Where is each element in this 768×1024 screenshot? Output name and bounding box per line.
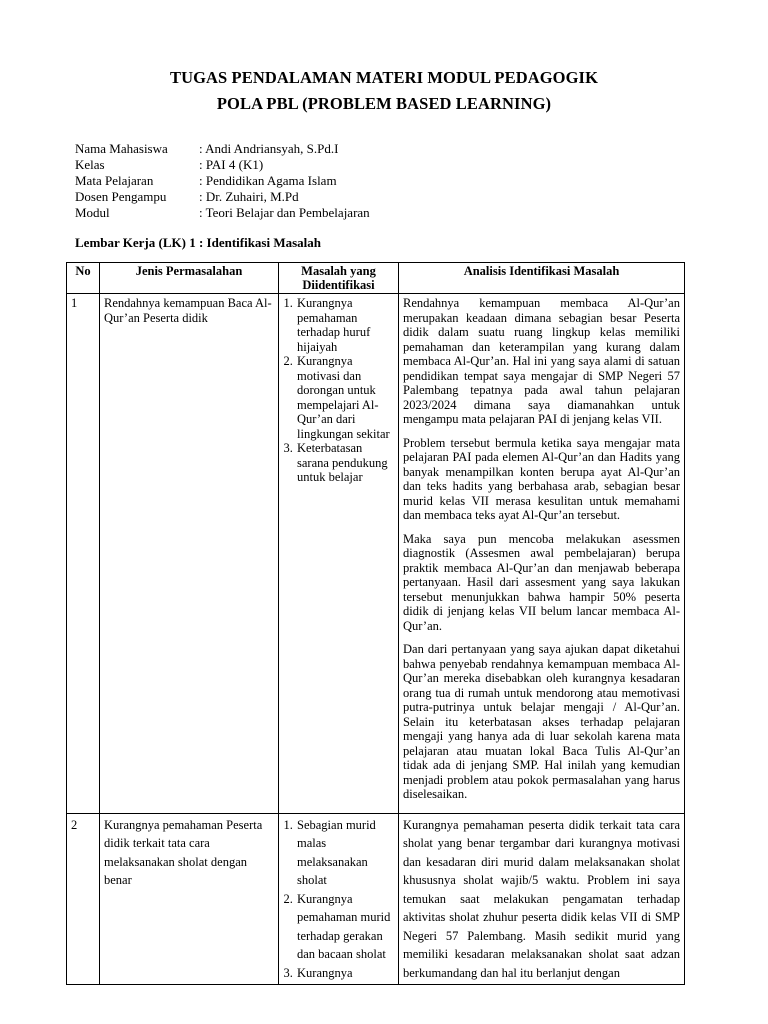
header-analisis: Analisis Identifikasi Masalah: [399, 263, 685, 294]
info-value: : PAI 4 (K1): [199, 157, 264, 172]
table-header-row: [67, 263, 685, 294]
worksheet-heading: Lembar Kerja (LK) 1 : Identifikasi Masalah: [75, 235, 322, 250]
list-item: 3. Kurangnya: [296, 964, 394, 983]
problem-identification-table: [66, 262, 685, 985]
info-label: Mata Pelajaran: [75, 173, 154, 188]
cell-masalah: [279, 813, 399, 985]
cell-jenis: Kurangnya pemahaman Peserta didik terkait tata cara melaksanakan sholat dengan benar: [100, 813, 279, 985]
analysis-paragraph: Dan dari pertanyaan yang saya ajukan dapat diketahui bahwa penyebab rendahnya kemampuan membaca Al-Qur’an mereka disebabkan oleh kurangnya kesadaran orang tua di rumah untuk mendorong atau memotivasi putra-putrinya untuk belajar mengaji / Al-Qur’an. Selain itu keterbatasan akses terhadap pelajaran mengaji yang hanya ada di luar sekolah karena mata pelajaran atau muatan lokal Baca Tulis Al-Qur’an tidak ada di jenjang SMP. Hal inilah yang kemudian menjadi problem atau pokok permasalahan yang harus diselesaikan.: [403, 642, 680, 801]
list-item: 2. Kurangnya motivasi dan dorongan untuk mempelajari Al-Qur’an dari lingkungan sekitar: [296, 354, 394, 441]
list-item: 3. Keterbatasan sarana pendukung untuk belajar: [296, 441, 394, 485]
info-value: : Andi Andriansyah, S.Pd.I: [199, 141, 339, 156]
info-label: Modul: [75, 205, 110, 220]
list-item: 2. Kurangnya pemahaman murid terhadap gerakan dan bacaan sholat: [296, 890, 394, 964]
cell-jenis: Rendahnya kemampuan Baca Al-Qur’an Peserta didik: [100, 294, 279, 814]
info-label: Kelas: [75, 157, 105, 172]
info-row-kelas: [75, 157, 370, 173]
info-row-modul: [75, 205, 370, 221]
header-no: No: [67, 263, 100, 294]
info-row-dosen: [75, 189, 370, 205]
cell-no: 2: [67, 813, 100, 985]
cell-masalah: [279, 294, 399, 814]
info-row-nama: [75, 141, 370, 157]
table-row: [67, 813, 685, 985]
table-row: [67, 294, 685, 814]
list-item: 1. Kurangnya pemahaman terhadap huruf hijaiyah: [296, 296, 394, 354]
info-value: : Pendidikan Agama Islam: [199, 173, 337, 188]
info-label: Nama Mahasiswa: [75, 141, 168, 156]
header-masalah: Masalah yang Diidentifikasi: [279, 263, 399, 294]
list-item: 1. Sebagian murid malas melaksanakan sholat: [296, 816, 394, 890]
cell-analisis: [399, 813, 685, 985]
header-jenis: Jenis Permasalahan: [100, 263, 279, 294]
analysis-paragraph: Problem tersebut bermula ketika saya mengajar mata pelajaran PAI pada elemen Al-Qur’an dan Hadits yang banyak menampilkan konten berupa ayat Al-Qur’an dan teks hadits yang berbahasa arab, sebagian besar murid kelas VII merasa kesulitan untuk memahami dan membaca teks ayat Al-Qur’an tersebut.: [403, 435, 680, 522]
analysis-paragraph: Rendahnya kemampuan membaca Al-Qur’an merupakan keadaan dimana sebagian besar Peserta didik dalam suatu ruang lingkup kelas memiliki pemahaman dan keterampilan yang kurang dalam membaca Al-Qur’an. Hal ini yang saya alami di satuan pendidikan tempat saya mengajar di SMP Negeri 57 Palembang tepatnya pada awal tahun pelajaran 2023/2024 dimana saya diamanahkan untuk mengampu mata pelajaran PAI di jenjang kelas VII.: [403, 296, 680, 426]
document-title: TUGAS PENDALAMAN MATERI MODUL PEDAGOGIK: [169, 68, 599, 87]
cell-no: 1: [67, 294, 100, 814]
document-subtitle: POLA PBL (PROBLEM BASED LEARNING): [216, 94, 552, 113]
analysis-paragraph: Kurangnya pemahaman peserta didik terkait tata cara sholat yang benar tergambar dari kurangnya motivasi dan kesadaran diri murid dalam melaksanakan sholat khususnya sholat wajib/5 waktu. Problem ini saya temukan saat melakukan pengamatan terhadap aktivitas sholat zhuhur peserta didik kelas VII di SMP Negeri 57 Palembang. Masih sedikit murid yang memiliki kesadaran melaksanakan sholat saat adzan berkumandang dan hal itu berlanjut dengan: [403, 817, 680, 980]
info-value: : Dr. Zuhairi, M.Pd: [199, 189, 299, 204]
masalah-list: [283, 296, 394, 485]
student-info: [75, 141, 370, 221]
info-row-mapel: [75, 173, 370, 189]
info-value: : Teori Belajar dan Pembelajaran: [199, 205, 370, 220]
info-label: Dosen Pengampu: [75, 189, 167, 204]
analysis-paragraph: Maka saya pun mencoba melakukan asessmen diagnostik (Assesmen awal pembelajaran) berupa praktik membaca Al-Qur’an dan menjawab beberapa pertanyaan. Hasil dari assesment yang saya lakukan tersebut menunjukkan bahwa hampir 50% peserta didik di jenjang kelas VII belum lancar membaca Al-Qur’an.: [403, 531, 680, 633]
cell-analisis: [399, 294, 685, 814]
masalah-list: [283, 816, 394, 983]
